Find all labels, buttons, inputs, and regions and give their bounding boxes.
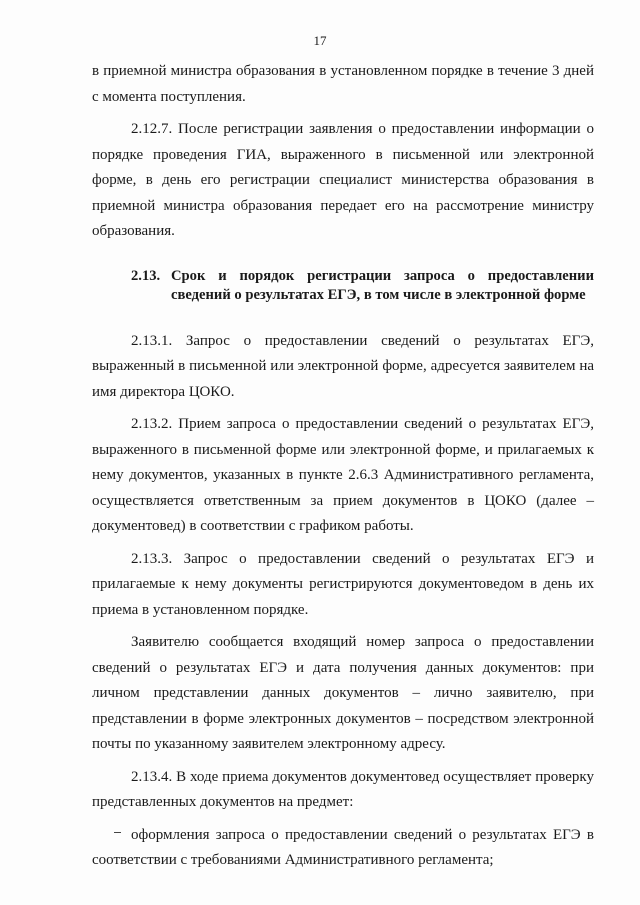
paragraph-2-13-2: 2.13.2. Прием запроса о предоставлении сведений о результатах ЕГЭ, выраженного в письменной форме или электронной форме, и прилагаемых к нему документов, указанных в пункте 2.6.3 Административного регламента, осуществляется ответственным за прием документов в ЦОКО (далее – документовед) в соответствии с графиком работы. (92, 416, 594, 534)
document-body (92, 59, 594, 881)
list-item (92, 823, 594, 874)
paragraph-notification: Заявителю сообщается входящий номер запроса о предоставлении сведений о результатах ЕГЭ и дата получения данных документов: при личном представлении данных документов – лично заявителю, при представлении в форме электронных документов – посредством электронной почты по указанному заявителем электронному адресу. (92, 634, 594, 752)
paragraph-2-13-1: 2.13.1. Запрос о предоставлении сведений о результатах ЕГЭ, выраженный в письменной или электронной форме, адресуется заявителем на имя директора ЦОКО. (92, 332, 594, 400)
paragraph-2-12-7: 2.12.7. После регистрации заявления о предоставлении информации о порядке проведения ГИА, выраженного в письменной или электронной форме, в день его регистрации специалист министерства образования в приемной министра образования передает его на рассмотрение министру образования. (92, 121, 594, 239)
paragraph-continuation: в приемной министра образования в установленном порядке в течение 3 дней с момента поступления. (92, 63, 594, 105)
paragraph-2-13-4: 2.13.4. В ходе приема документов документовед осуществляет проверку представленных документов на предмет: (92, 768, 594, 810)
section-heading (92, 267, 594, 305)
section-number: 2.13. (131, 267, 161, 284)
list-item-text: оформления запроса о предоставлении сведений о результатах ЕГЭ в соответствии с требованиями Административного регламента; (92, 826, 594, 868)
page-number: 17 (313, 33, 327, 48)
dash-mark (114, 832, 121, 833)
section-title: Срок и порядок регистрации запроса о предоставлении сведений о результатах ЕГЭ, в том числе в электронной форме (171, 267, 594, 303)
paragraph-2-13-3: 2.13.3. Запрос о предоставлении сведений о результатах ЕГЭ и прилагаемые к нему документы регистрируются документоведом в день их приема в установленном порядке. (92, 550, 594, 618)
